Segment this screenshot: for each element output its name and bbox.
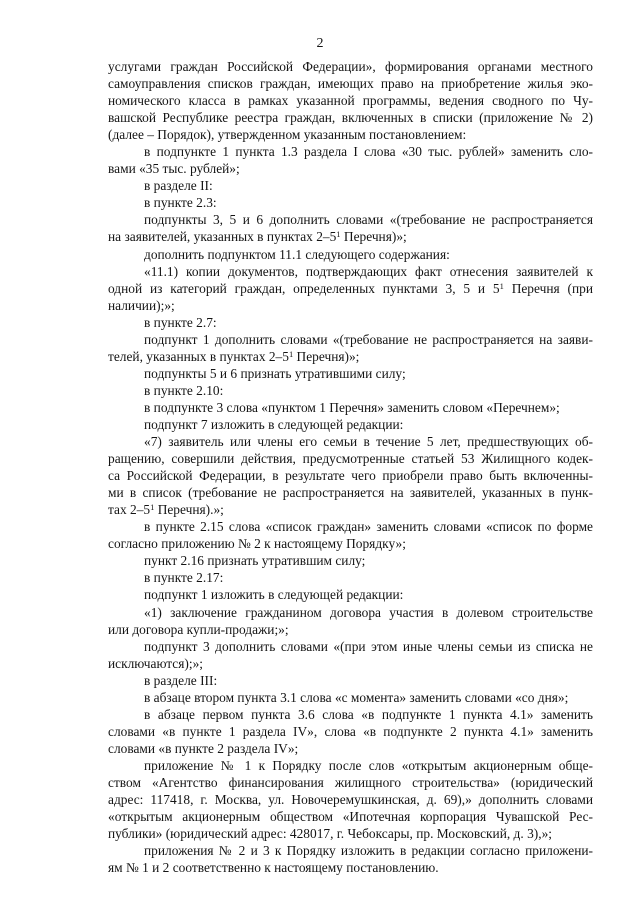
line-text: подпункт 7 изложить в следующей редакции:	[144, 416, 404, 432]
line-text: вами «35 тыс. рублей»;	[108, 161, 240, 177]
text-line	[108, 484, 593, 501]
line-text: в пункте 2.7:	[144, 314, 217, 330]
text-line	[108, 638, 593, 655]
text-line	[108, 433, 593, 450]
text-line	[108, 75, 593, 92]
text-line	[108, 331, 593, 348]
line-text: подпункт 1 дополнить словами «(требование не распространяется на заяви-	[144, 331, 593, 347]
text-line	[108, 842, 593, 859]
line-text: подпункты 5 и 6 признать утратившими силу;	[144, 365, 406, 381]
line-text: одной из категорий граждан, определенных пунктами 3, 5 и 5	[108, 280, 500, 296]
text-line	[108, 416, 593, 433]
line-text: приложения № 2 и 3 к Порядку изложить в редакции согласно приложени-	[144, 843, 593, 859]
text-line	[108, 365, 593, 382]
text-line	[108, 621, 593, 638]
superscript: 1	[150, 501, 155, 512]
line-text: «открытым акционерным обществом «Ипотечная корпорация Чувашской Рес-	[108, 809, 593, 825]
text-line	[108, 774, 593, 791]
text-line	[108, 263, 593, 280]
page-number: 2	[316, 36, 324, 51]
text-line	[108, 246, 593, 263]
line-text: са Российской Федерации, в результате чего приобрели право быть включенны-	[108, 468, 593, 484]
line-text: номического класса в рамках указанной программы, ведения сводного по Чу-	[108, 93, 593, 109]
line-text: исключаются);»;	[108, 655, 204, 671]
line-text: в пункте 2.15 слова «список граждан» заменить словами «список по форме	[144, 519, 593, 535]
text-line	[108, 569, 593, 586]
line-text: словами «в пункте 1 раздела IV», слова «в подпункте 2 пункта 4.1» заменить	[108, 723, 593, 739]
line-text: «7) заявитель или члены его семьи в течение 5 лет, предшествующих об-	[144, 434, 593, 450]
text-line	[108, 92, 593, 109]
line-text: «1) заключение гражданином договора участия в долевом строительстве	[144, 604, 593, 620]
line-text: вашской Республике реестра граждан, включенных в списки (приложение № 2)	[108, 110, 593, 126]
line-text-continued: Перечня)»;	[340, 229, 407, 245]
text-line	[108, 194, 593, 211]
line-text: в разделе II:	[144, 178, 213, 194]
line-text: самоуправления списков граждан, имеющих право на приобретение жилья эко-	[108, 76, 593, 92]
line-text: подпункты 3, 5 и 6 дополнить словами «(требование не распространяется	[144, 212, 593, 228]
text-line	[108, 467, 593, 484]
line-text: ращению, совершили действия, предусмотренные статьей 53 Жилищного кодек-	[108, 451, 593, 467]
text-line	[108, 655, 593, 672]
line-text-continued: Перечня (при	[503, 280, 593, 296]
text-line	[108, 297, 593, 314]
line-text-continued: Перечня)»;	[293, 348, 360, 364]
text-line	[108, 160, 593, 177]
text-line	[108, 58, 593, 75]
text-line	[108, 501, 593, 518]
line-text: приложение № 1 к Порядку после слов «открытым акционерным обще-	[144, 757, 593, 773]
line-text: тах 2–5	[108, 502, 151, 518]
text-line	[108, 535, 593, 552]
line-text: в пункте 2.17:	[144, 570, 224, 586]
text-line	[108, 399, 593, 416]
line-text: ям № 1 и 2 соответственно к настоящему постановлению.	[108, 860, 439, 876]
text-line	[108, 604, 593, 621]
text-line	[108, 280, 593, 297]
text-line	[108, 314, 593, 331]
text-line	[108, 672, 593, 689]
text-line	[108, 689, 593, 706]
line-text-continued: Перечня).»;	[154, 502, 224, 518]
text-line	[108, 143, 593, 160]
text-line	[108, 348, 593, 365]
line-text: (далее – Порядок), утвержденном указанным постановлением:	[108, 127, 467, 143]
superscript: 1	[336, 229, 341, 240]
line-text: в пункте 2.10:	[144, 382, 224, 398]
superscript: 1	[499, 280, 504, 291]
line-text: ми в список (требование не распространяется на заявителей, указанных в пунк-	[108, 485, 593, 501]
line-text: подпункт 1 изложить в следующей редакции:	[144, 587, 404, 603]
line-text: в разделе III:	[144, 672, 218, 688]
text-line	[108, 825, 593, 842]
line-text: услугами граждан Российской Федерации», формирования органами местного	[108, 59, 593, 74]
text-line	[108, 791, 593, 808]
text-line	[108, 450, 593, 467]
line-text: на заявителей, указанных в пунктах 2–5	[108, 229, 337, 245]
text-line	[108, 382, 593, 399]
line-text: в подпункте 1 пункта 1.3 раздела I слова «30 тыс. рублей» заменить сло-	[144, 144, 593, 160]
line-text: в абзаце первом пункта 3.6 слова «в подпункте 1 пункта 4.1» заменить	[144, 706, 593, 722]
line-text: подпункт 3 дополнить словами «(при этом иные члены семьи из списка не	[144, 638, 593, 654]
text-line	[108, 859, 593, 876]
line-text: адрес: 117418, г. Москва, ул. Новочеремушкинская, д. 69),» дополнить словами	[108, 792, 593, 808]
line-text: согласно приложению № 2 к настоящему Порядку»;	[108, 536, 406, 552]
superscript: 1	[288, 348, 294, 359]
line-text: пункт 2.16 признать утратившим силу;	[144, 553, 366, 569]
line-text: публики» (юридический адрес: 428017, г. Чебоксары, пр. Московский, д. 3),»;	[108, 826, 552, 842]
line-text: наличии);»;	[108, 297, 175, 313]
text-line	[108, 757, 593, 774]
line-text: словами «в пункте 2 раздела IV»;	[108, 740, 299, 756]
line-text: в абзаце втором пункта 3.1 слова «с момента» заменить словами «со дня»;	[144, 689, 569, 705]
text-line	[108, 808, 593, 825]
text-line	[108, 740, 593, 757]
text-line	[108, 228, 593, 245]
line-text: в подпункте 3 слова «пунктом 1 Перечня» заменить словом «Перечнем»;	[144, 399, 560, 415]
line-text: дополнить подпунктом 11.1 следующего содержания:	[144, 246, 450, 262]
line-text: в пункте 2.3:	[144, 195, 217, 211]
text-line	[108, 723, 593, 740]
text-line	[108, 706, 593, 723]
text-line	[108, 586, 593, 603]
line-text: телей, указанных в пунктах 2–5	[108, 348, 289, 364]
line-text: ством «Агентство финансирования жилищного строительства» (юридический	[108, 774, 593, 790]
text-line	[108, 109, 593, 126]
text-line	[108, 552, 593, 569]
text-line	[108, 211, 593, 228]
text-line	[108, 126, 593, 143]
text-line	[108, 518, 593, 535]
text-line	[108, 177, 593, 194]
line-text: «11.1) копии документов, подтверждающих факт отнесения заявителей к	[144, 263, 593, 279]
document-body	[108, 58, 593, 876]
line-text: или договора купли-продажи;»;	[108, 621, 289, 637]
